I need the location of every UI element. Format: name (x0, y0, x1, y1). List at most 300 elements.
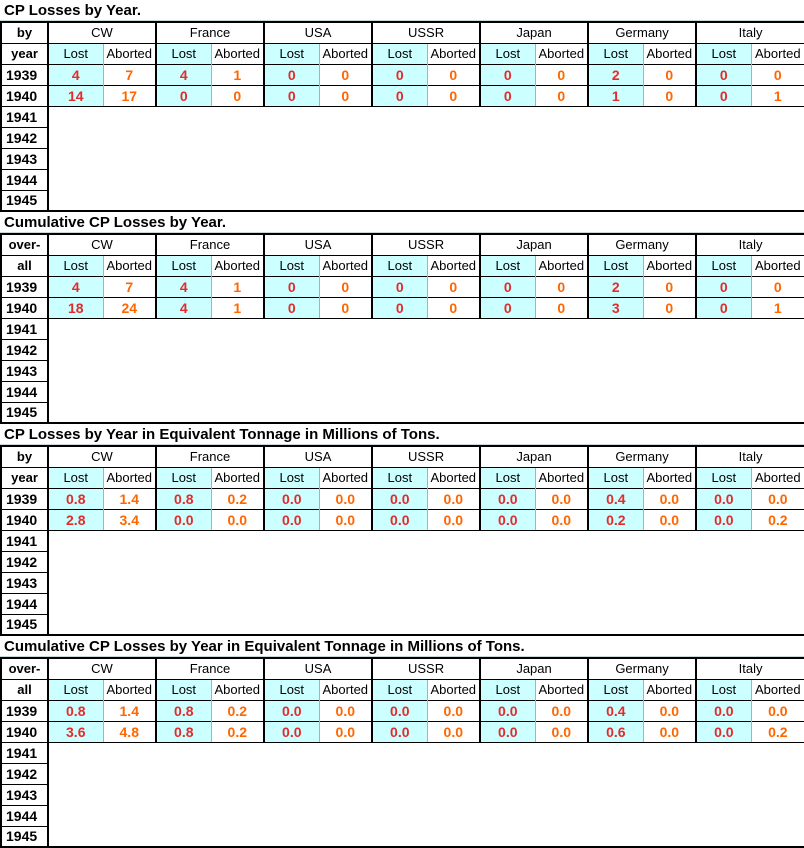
aborted-value: 0 (427, 297, 480, 318)
lost-subheader: Lost (156, 255, 211, 276)
aborted-value: 0.0 (535, 509, 588, 530)
year-label: 1941 (1, 106, 48, 127)
lost-value: 0 (480, 85, 535, 106)
header-row-subheaders (1, 679, 804, 700)
table-row (1, 339, 804, 360)
lost-value: 0 (480, 276, 535, 297)
empty-row-area (48, 805, 804, 826)
year-label: 1941 (1, 318, 48, 339)
lost-subheader: Lost (156, 679, 211, 700)
country-header: Italy (696, 446, 804, 467)
empty-row-area (48, 763, 804, 784)
aborted-value: 0 (427, 85, 480, 106)
lost-value: 0 (372, 297, 427, 318)
year-label: 1941 (1, 742, 48, 763)
table-row (1, 805, 804, 826)
lost-subheader: Lost (48, 255, 103, 276)
aborted-value: 0 (751, 64, 804, 85)
year-label: 1940 (1, 85, 48, 106)
country-header: Japan (480, 446, 588, 467)
aborted-value: 0 (751, 276, 804, 297)
aborted-value: 0.0 (319, 509, 372, 530)
table-row (1, 826, 804, 847)
aborted-value: 17 (103, 85, 156, 106)
country-header: Germany (588, 446, 696, 467)
lost-value: 0.0 (696, 488, 751, 509)
country-header: Italy (696, 22, 804, 43)
year-label: 1942 (1, 127, 48, 148)
aborted-value: 0.0 (427, 721, 480, 742)
lost-subheader: Lost (156, 467, 211, 488)
country-header: CW (48, 234, 156, 255)
header-row-countries (1, 22, 804, 43)
empty-row-area (48, 826, 804, 847)
corner-label-bottom: year (1, 43, 48, 64)
aborted-subheader: Aborted (427, 43, 480, 64)
country-header: USA (264, 234, 372, 255)
lost-subheader: Lost (480, 255, 535, 276)
aborted-value: 0.0 (643, 700, 696, 721)
empty-row-area (48, 530, 804, 551)
aborted-value: 0 (643, 297, 696, 318)
aborted-subheader: Aborted (643, 255, 696, 276)
aborted-value: 1.4 (103, 700, 156, 721)
lost-value: 0.6 (588, 721, 643, 742)
lost-subheader: Lost (264, 255, 319, 276)
table-row (1, 190, 804, 211)
lost-subheader: Lost (588, 43, 643, 64)
empty-row-area (48, 784, 804, 805)
lost-subheader: Lost (480, 679, 535, 700)
lost-value: 0.2 (588, 509, 643, 530)
year-label: 1942 (1, 763, 48, 784)
year-label: 1945 (1, 402, 48, 423)
aborted-subheader: Aborted (211, 467, 264, 488)
aborted-value: 0.2 (211, 721, 264, 742)
aborted-value: 1 (211, 276, 264, 297)
aborted-subheader: Aborted (427, 255, 480, 276)
lost-subheader: Lost (264, 43, 319, 64)
lost-value: 0.0 (372, 721, 427, 742)
lost-value: 0.0 (372, 700, 427, 721)
table-row (1, 721, 804, 742)
year-label: 1939 (1, 488, 48, 509)
lost-value: 0.0 (480, 509, 535, 530)
table-row (1, 763, 804, 784)
corner-label-top: over- (1, 234, 48, 255)
aborted-value: 0.0 (751, 700, 804, 721)
lost-value: 4 (156, 64, 211, 85)
corner-label-top: by (1, 22, 48, 43)
year-label: 1940 (1, 721, 48, 742)
corner-label-bottom: all (1, 255, 48, 276)
aborted-subheader: Aborted (751, 43, 804, 64)
aborted-value: 0.2 (211, 488, 264, 509)
lost-value: 0 (696, 276, 751, 297)
aborted-subheader: Aborted (211, 679, 264, 700)
table-row (1, 381, 804, 402)
lost-subheader: Lost (696, 255, 751, 276)
country-header: USSR (372, 234, 480, 255)
year-label: 1942 (1, 551, 48, 572)
year-label: 1944 (1, 381, 48, 402)
empty-row-area (48, 551, 804, 572)
aborted-value: 0 (535, 85, 588, 106)
year-label: 1944 (1, 169, 48, 190)
aborted-value: 1 (211, 64, 264, 85)
table-section (0, 424, 804, 636)
aborted-subheader: Aborted (319, 467, 372, 488)
lost-subheader: Lost (48, 679, 103, 700)
country-header: Italy (696, 234, 804, 255)
aborted-subheader: Aborted (535, 679, 588, 700)
empty-row-area (48, 148, 804, 169)
lost-value: 0.8 (156, 700, 211, 721)
header-row-subheaders (1, 467, 804, 488)
lost-subheader: Lost (372, 679, 427, 700)
lost-value: 2.8 (48, 509, 103, 530)
lost-value: 0.0 (264, 488, 319, 509)
table-row (1, 509, 804, 530)
header-row-countries (1, 658, 804, 679)
country-header: CW (48, 22, 156, 43)
aborted-subheader: Aborted (211, 255, 264, 276)
country-header: USA (264, 22, 372, 43)
lost-value: 0.8 (156, 488, 211, 509)
header-row-countries (1, 446, 804, 467)
lost-value: 0.0 (156, 509, 211, 530)
aborted-subheader: Aborted (319, 679, 372, 700)
table-row (1, 784, 804, 805)
empty-row-area (48, 742, 804, 763)
lost-value: 0.4 (588, 488, 643, 509)
aborted-value: 0 (427, 64, 480, 85)
corner-label-top: over- (1, 658, 48, 679)
aborted-subheader: Aborted (427, 679, 480, 700)
aborted-value: 0 (319, 297, 372, 318)
year-label: 1944 (1, 593, 48, 614)
aborted-value: 0 (319, 276, 372, 297)
lost-subheader: Lost (588, 467, 643, 488)
aborted-value: 0 (211, 85, 264, 106)
empty-row-area (48, 190, 804, 211)
aborted-subheader: Aborted (211, 43, 264, 64)
table-row (1, 488, 804, 509)
corner-label-top: by (1, 446, 48, 467)
lost-value: 0 (372, 85, 427, 106)
empty-row-area (48, 402, 804, 423)
aborted-value: 3.4 (103, 509, 156, 530)
lost-subheader: Lost (48, 43, 103, 64)
year-label: 1939 (1, 64, 48, 85)
country-header: USA (264, 658, 372, 679)
country-header: USA (264, 446, 372, 467)
year-label: 1939 (1, 700, 48, 721)
empty-row-area (48, 318, 804, 339)
table-row (1, 106, 804, 127)
aborted-subheader: Aborted (535, 43, 588, 64)
aborted-subheader: Aborted (103, 255, 156, 276)
year-label: 1939 (1, 276, 48, 297)
country-header: France (156, 658, 264, 679)
aborted-subheader: Aborted (751, 679, 804, 700)
lost-value: 14 (48, 85, 103, 106)
aborted-value: 1.4 (103, 488, 156, 509)
country-header: Italy (696, 658, 804, 679)
lost-value: 0.8 (48, 700, 103, 721)
lost-value: 0 (264, 64, 319, 85)
empty-row-area (48, 169, 804, 190)
aborted-value: 4.8 (103, 721, 156, 742)
lost-subheader: Lost (372, 43, 427, 64)
lost-value: 0.0 (264, 700, 319, 721)
aborted-value: 1 (751, 85, 804, 106)
loss-table (0, 21, 804, 212)
lost-subheader: Lost (480, 43, 535, 64)
year-label: 1943 (1, 572, 48, 593)
aborted-value: 0 (535, 64, 588, 85)
aborted-value: 7 (103, 276, 156, 297)
aborted-value: 0.0 (643, 509, 696, 530)
header-row-countries (1, 234, 804, 255)
aborted-value: 0.0 (535, 488, 588, 509)
table-row (1, 169, 804, 190)
empty-row-area (48, 106, 804, 127)
lost-value: 4 (156, 276, 211, 297)
lost-subheader: Lost (372, 255, 427, 276)
lost-value: 0.8 (156, 721, 211, 742)
aborted-value: 0.0 (211, 509, 264, 530)
aborted-value: 0.0 (319, 488, 372, 509)
lost-value: 0.4 (588, 700, 643, 721)
lost-value: 0.0 (696, 721, 751, 742)
year-label: 1943 (1, 148, 48, 169)
aborted-value: 0.0 (643, 721, 696, 742)
empty-row-area (48, 360, 804, 381)
lost-value: 0.8 (48, 488, 103, 509)
lost-value: 0 (264, 85, 319, 106)
lost-value: 0 (696, 297, 751, 318)
table-row (1, 318, 804, 339)
lost-value: 3 (588, 297, 643, 318)
country-header: USSR (372, 658, 480, 679)
lost-value: 0.0 (696, 700, 751, 721)
section-title: CP Losses by Year. (0, 0, 804, 21)
table-row (1, 276, 804, 297)
aborted-value: 0.2 (211, 700, 264, 721)
lost-value: 2 (588, 64, 643, 85)
aborted-value: 0 (535, 276, 588, 297)
loss-table (0, 445, 804, 636)
country-header: Germany (588, 234, 696, 255)
aborted-value: 0 (643, 276, 696, 297)
country-header: CW (48, 658, 156, 679)
year-label: 1945 (1, 614, 48, 635)
lost-value: 0.0 (264, 721, 319, 742)
lost-value: 18 (48, 297, 103, 318)
lost-value: 0.0 (480, 721, 535, 742)
lost-value: 0.0 (480, 700, 535, 721)
lost-value: 4 (48, 276, 103, 297)
empty-row-area (48, 614, 804, 635)
section-title: Cumulative CP Losses by Year. (0, 212, 804, 233)
aborted-value: 0.2 (751, 509, 804, 530)
aborted-subheader: Aborted (643, 467, 696, 488)
table-row (1, 700, 804, 721)
lost-subheader: Lost (156, 43, 211, 64)
aborted-value: 1 (751, 297, 804, 318)
year-label: 1942 (1, 339, 48, 360)
lost-value: 0 (156, 85, 211, 106)
lost-value: 0.0 (696, 509, 751, 530)
corner-label-bottom: all (1, 679, 48, 700)
table-section (0, 212, 804, 424)
aborted-value: 0.0 (643, 488, 696, 509)
lost-value: 0 (264, 276, 319, 297)
aborted-value: 0.0 (427, 488, 480, 509)
aborted-value: 0.0 (319, 721, 372, 742)
lost-value: 0.0 (264, 509, 319, 530)
lost-subheader: Lost (588, 255, 643, 276)
table-row (1, 64, 804, 85)
table-row (1, 572, 804, 593)
country-header: Japan (480, 234, 588, 255)
table-section (0, 0, 804, 212)
loss-table (0, 657, 804, 848)
aborted-value: 0.0 (319, 700, 372, 721)
lost-value: 0 (480, 64, 535, 85)
aborted-value: 0 (643, 85, 696, 106)
lost-subheader: Lost (480, 467, 535, 488)
table-row (1, 551, 804, 572)
lost-subheader: Lost (264, 467, 319, 488)
aborted-value: 0.0 (751, 488, 804, 509)
lost-value: 1 (588, 85, 643, 106)
aborted-subheader: Aborted (103, 467, 156, 488)
lost-subheader: Lost (588, 679, 643, 700)
country-header: Germany (588, 22, 696, 43)
aborted-value: 1 (211, 297, 264, 318)
aborted-subheader: Aborted (535, 467, 588, 488)
year-label: 1945 (1, 826, 48, 847)
table-row (1, 127, 804, 148)
country-header: Japan (480, 658, 588, 679)
header-row-subheaders (1, 255, 804, 276)
lost-value: 0.0 (480, 488, 535, 509)
year-label: 1944 (1, 805, 48, 826)
aborted-subheader: Aborted (643, 43, 696, 64)
aborted-value: 24 (103, 297, 156, 318)
lost-value: 0 (480, 297, 535, 318)
aborted-subheader: Aborted (751, 255, 804, 276)
country-header: USSR (372, 22, 480, 43)
aborted-value: 0 (643, 64, 696, 85)
country-header: USSR (372, 446, 480, 467)
year-label: 1941 (1, 530, 48, 551)
year-label: 1943 (1, 360, 48, 381)
aborted-subheader: Aborted (103, 679, 156, 700)
table-row (1, 614, 804, 635)
empty-row-area (48, 572, 804, 593)
aborted-value: 0.0 (427, 509, 480, 530)
country-header: Japan (480, 22, 588, 43)
aborted-subheader: Aborted (643, 679, 696, 700)
year-label: 1940 (1, 509, 48, 530)
aborted-value: 0.0 (427, 700, 480, 721)
lost-subheader: Lost (48, 467, 103, 488)
aborted-value: 0 (535, 297, 588, 318)
country-header: France (156, 22, 264, 43)
lost-value: 2 (588, 276, 643, 297)
section-title: CP Losses by Year in Equivalent Tonnage in Millions of Tons. (0, 424, 804, 445)
lost-value: 0.0 (372, 488, 427, 509)
lost-value: 0.0 (372, 509, 427, 530)
lost-value: 4 (156, 297, 211, 318)
lost-subheader: Lost (696, 43, 751, 64)
lost-value: 0 (264, 297, 319, 318)
aborted-value: 0 (427, 276, 480, 297)
loss-table (0, 233, 804, 424)
empty-row-area (48, 339, 804, 360)
country-header: France (156, 234, 264, 255)
lost-value: 0 (696, 64, 751, 85)
table-section (0, 636, 804, 848)
year-label: 1940 (1, 297, 48, 318)
aborted-subheader: Aborted (751, 467, 804, 488)
country-header: Germany (588, 658, 696, 679)
lost-value: 3.6 (48, 721, 103, 742)
corner-label-bottom: year (1, 467, 48, 488)
empty-row-area (48, 381, 804, 402)
country-header: France (156, 446, 264, 467)
lost-value: 0 (372, 276, 427, 297)
aborted-subheader: Aborted (103, 43, 156, 64)
aborted-value: 0.2 (751, 721, 804, 742)
table-row (1, 85, 804, 106)
lost-subheader: Lost (372, 467, 427, 488)
aborted-value: 0 (319, 85, 372, 106)
aborted-value: 0.0 (535, 700, 588, 721)
aborted-subheader: Aborted (319, 255, 372, 276)
table-row (1, 360, 804, 381)
aborted-value: 7 (103, 64, 156, 85)
lost-subheader: Lost (696, 467, 751, 488)
table-row (1, 402, 804, 423)
table-row (1, 297, 804, 318)
empty-row-area (48, 593, 804, 614)
country-header: CW (48, 446, 156, 467)
lost-value: 0 (696, 85, 751, 106)
empty-row-area (48, 127, 804, 148)
lost-value: 4 (48, 64, 103, 85)
lost-subheader: Lost (264, 679, 319, 700)
table-row (1, 593, 804, 614)
header-row-subheaders (1, 43, 804, 64)
year-label: 1943 (1, 784, 48, 805)
table-row (1, 530, 804, 551)
aborted-subheader: Aborted (427, 467, 480, 488)
section-title: Cumulative CP Losses by Year in Equivalent Tonnage in Millions of Tons. (0, 636, 804, 657)
aborted-value: 0.0 (535, 721, 588, 742)
aborted-value: 0 (319, 64, 372, 85)
table-row (1, 742, 804, 763)
aborted-subheader: Aborted (319, 43, 372, 64)
year-label: 1945 (1, 190, 48, 211)
lost-subheader: Lost (696, 679, 751, 700)
lost-value: 0 (372, 64, 427, 85)
aborted-subheader: Aborted (535, 255, 588, 276)
table-row (1, 148, 804, 169)
